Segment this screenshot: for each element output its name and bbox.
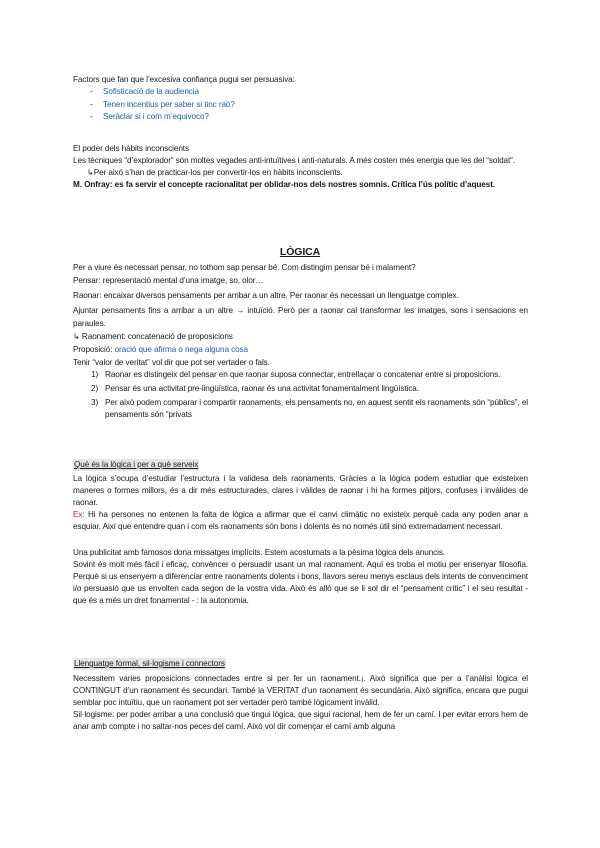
llenguatge-p1: Necessitem varies proposicions connectades entre si per fer un raonament.¡. Això significa que per a l’anàlisi lògica el CONTINGUT d’un raonament és secundari. També la VERITAT d’un raonament és secundària. Això significa, encara que pugui semblar poc intuïtiu, que un raonament pot ser vertader però també lògicament invàlid. [73,674,528,707]
habits-heading: El poder dels hàbits inconscients [73,144,189,153]
logica-line1: Per a viure és necessari pensar, no tothom sap pensar bé. Com distingim pensar bé i malament? [73,263,416,272]
list-item [73,369,528,381]
proposicio-line [73,343,528,356]
habits-section [73,143,528,191]
intro-heading: Factors que fan que l’excesiva confiança pugui ser persuasiva: [73,75,295,84]
que-es-p3: Sovint és molt més fàcil i eficaç, convèncer o persuadir usant un mal raonament. Aquí es troba el motiu per ensenyar filosofia. Perquè si us ensenyem a diferenciar entre raonaments dolents i bons, llavors sereu menys esclaus dels intents de convenciment i/o persuasió que us envolten cada segon de la vostra vida. Això és allò que se li sol dir el “pensament crític” i el seu resultat - que és a més un dret fonamental - : la autonomia. [73,560,528,605]
list-item: - Seràclar si i com m’equivoco? [73,111,528,124]
habits-text: Les tècniques “d’explorador” són moltes vegades anti-intuïtives i anti-naturals. A més costen més energia que les del “soldat”. [73,156,515,165]
item-number: 2) [91,384,99,393]
section-heading: Llenguatge formal, sil·logisme i connectors [74,659,225,668]
intro-section [73,74,528,124]
list-item: - Tenen incentius per saber si tinc raó? [73,99,528,112]
que-es-p2: Una publicitat amb famosos dona missatges implícits. Estem acostumats a la pèsima lògica dels anuncis. [73,548,446,557]
que-es-p1: La lògica s’ocupa d’estudiar l’estructura i la validesa dels raonaments. Gràcies a la lògica podem estudiar que existeixen maneres o formes millors, és a dir més estructurades, clares i vàlides de raonar i hi ha formes pitjors, confuses i invàlides de raonar. [73,474,528,507]
list-item: - Sofisticació de la audiencia [73,86,528,99]
llenguatge-p2: Sil·logisme: per poder arribar a una conclusió que tingui lògica, que sigui racional, hem de fer un camí. I per evitar errors hem de anar amb compte i no saltar-nos peces del camí. Això vol dir començar el camí amb alguna [73,710,528,731]
proposicio-label: Proposició: [73,345,115,354]
raonament-line: ↳ Raonament: concatenació de proposicions [73,332,233,341]
page-title: LÒGICA [279,246,321,258]
llenguatge-section [73,658,528,733]
item-number: 1) [91,370,99,379]
item-text: Raonar es distingeix del pensar en que raonar suposa connectar, entrellaçar o concatenar entre si proposicions. [105,370,501,379]
example-paragraph [73,509,528,533]
tenir-line: Tenir “valor de veritat” vol dir que pot ser vertader o fals. [73,358,270,367]
item-text: Per això podem comparar i compartir raonaments, els pensaments no, en aquest sentit els raonaments són “públics”, el pensaments són “privats [105,398,528,419]
item-number: 3) [91,398,99,407]
item-text: Pensar és una activitat pre-lingüística, raonar és una activitat fonamentalment lingüística. [105,384,419,393]
onfray-text: M. Onfray: es fa servir el concepte racionalitat per oblidar-nos dels nostres somnis. Crítica l’ús polític d’aquest. [73,180,496,189]
numbered-list [73,369,528,421]
intro-list [73,86,528,124]
logica-section [73,261,528,423]
raonar-line: Raonar: encaixar diversos pensaments per arribar a un altre. Per raonar és necessari un llenguatge complex. [73,291,459,300]
section-heading: Què és la lògica i per a què serveix [74,460,199,469]
proposicio-value: oració que afirma o nega alguna cosa [114,345,248,354]
ajuntar-line: Ajuntar pensaments fins a arribar a un altre → intuïció. Però per a raonar cal transformar les imatges, sons i sensacions en paraules. [73,306,528,328]
example-label: Ex: [73,510,85,519]
onfray-line [73,179,528,191]
que-es-section [73,459,528,607]
list-item [73,397,528,421]
habits-arrow-line: ↳Per aixó s’han de practicar-los per convertir-los en hàbits inconscients. [87,168,343,177]
example-text: Hi ha persones no entenen la falta de lògica a afirmar que el canvi climàtic no existeix perquè cada any poden anar a esquiar. Així que entendre quan i com els raonaments són bons i dolents és no només útil sinó extremadament necessari. [73,510,528,531]
list-item [73,383,528,395]
pensar-line: Pensar: representació mental d’una imatge, so, olor… [73,276,264,285]
